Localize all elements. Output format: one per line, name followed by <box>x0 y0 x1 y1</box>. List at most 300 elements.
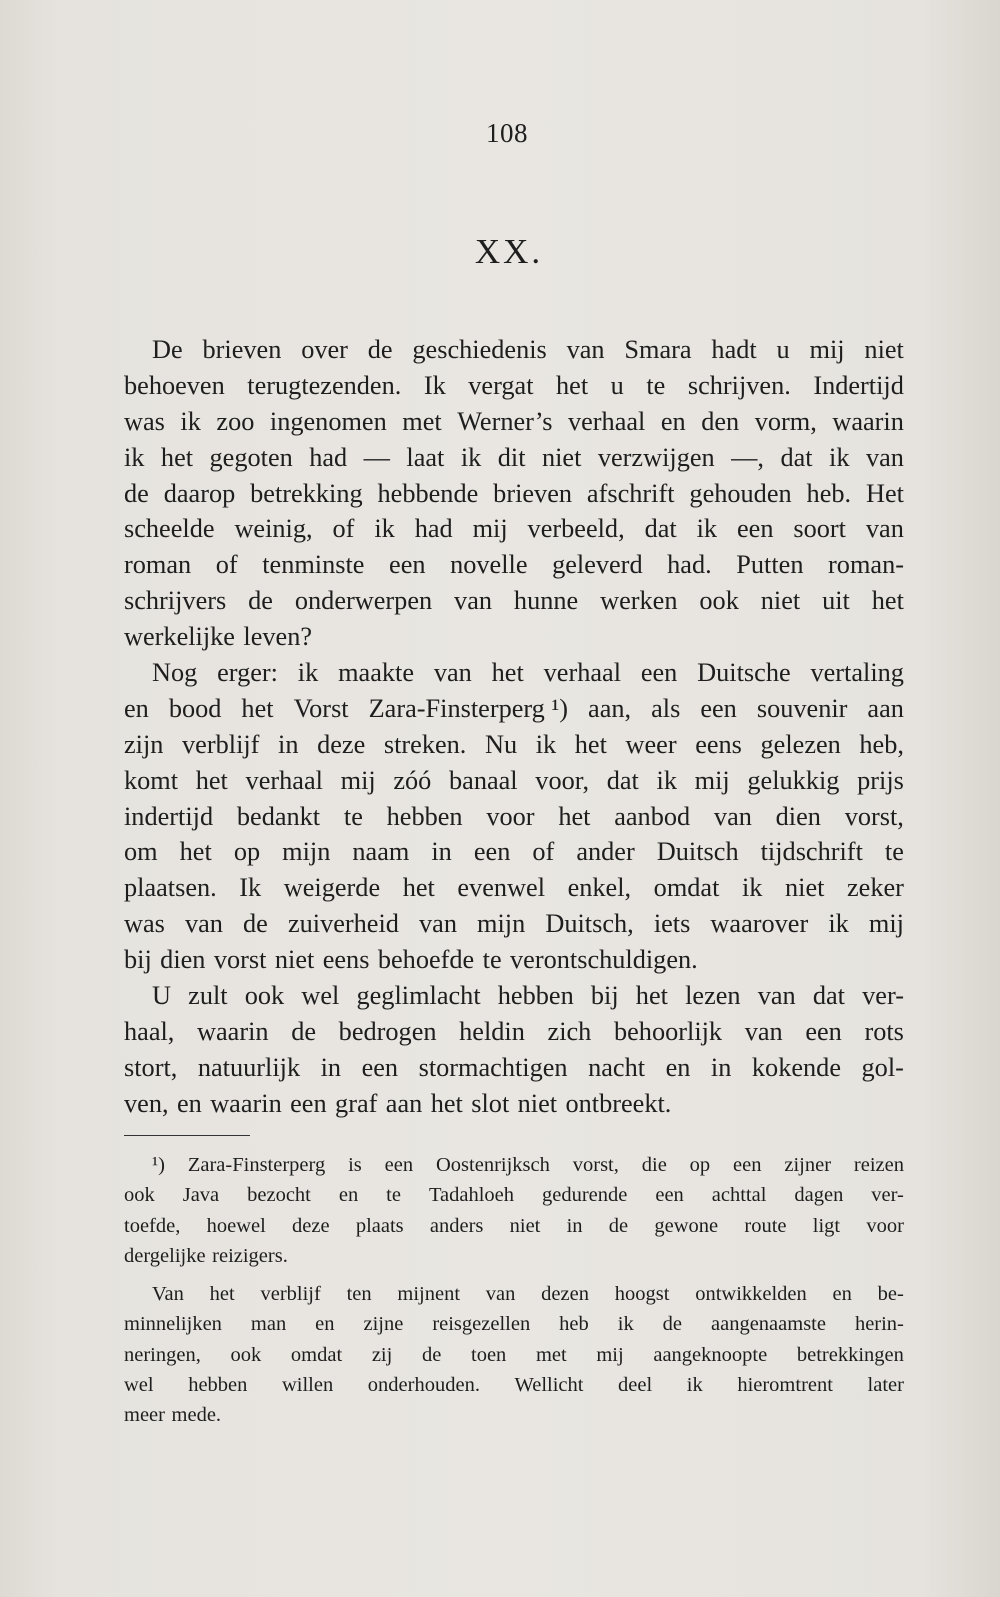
word: ik <box>374 514 395 544</box>
word: stort, <box>124 1052 178 1082</box>
word: mijn <box>282 837 331 867</box>
word: ik <box>656 765 677 795</box>
word: vertaling <box>810 658 904 688</box>
word: een <box>290 1088 327 1118</box>
word: het <box>556 370 589 400</box>
word: heldin <box>459 1016 525 1046</box>
word: erger: <box>217 658 278 688</box>
word: vorm, <box>754 406 817 436</box>
word: —, <box>731 442 764 472</box>
word: zoo <box>216 406 255 436</box>
word: hebben <box>188 1374 248 1397</box>
word: die <box>641 1154 667 1176</box>
word: het <box>871 586 904 616</box>
word: Duitsch <box>656 837 739 867</box>
word: niet <box>274 945 315 975</box>
word: iets <box>653 909 691 939</box>
word: zijne <box>363 1313 404 1336</box>
word: terugtezenden. <box>247 370 402 400</box>
word: neringen, <box>124 1343 201 1366</box>
word: herin- <box>854 1313 904 1336</box>
word: zóó <box>393 765 432 795</box>
word: bezocht <box>247 1184 311 1207</box>
footnote-line <box>124 1150 904 1180</box>
word: later <box>867 1374 904 1397</box>
word: verontschuldigen. <box>510 945 698 975</box>
word: voor, <box>535 765 590 795</box>
word: niet <box>517 1088 558 1118</box>
word: ontbreekt. <box>565 1088 672 1118</box>
word: zich <box>547 1016 592 1046</box>
word: willen <box>281 1374 334 1397</box>
word: naam <box>352 837 410 867</box>
word: en <box>660 406 686 436</box>
word: hebben <box>386 801 463 831</box>
word: scheelde <box>124 514 215 544</box>
word: had. <box>667 550 712 580</box>
word: dat <box>644 514 677 544</box>
word: ven, <box>124 1088 169 1118</box>
word: u <box>610 370 624 400</box>
word: wel <box>124 1374 154 1397</box>
word: natuurlijk <box>197 1052 301 1082</box>
footnote-line <box>124 1211 904 1241</box>
word: een <box>473 837 511 867</box>
word: van <box>865 442 904 472</box>
word: de <box>243 909 268 939</box>
word: bedrogen <box>338 1016 437 1046</box>
word: afschrift <box>586 478 675 508</box>
word: in <box>278 729 299 759</box>
word: ik <box>297 658 319 688</box>
word: roman <box>124 550 192 580</box>
word: had <box>309 442 348 472</box>
word: gol- <box>861 1052 904 1082</box>
word: gelukkig <box>747 765 840 795</box>
word: van <box>713 801 752 831</box>
word: geschiedenis <box>412 335 547 364</box>
word: bij <box>590 981 619 1011</box>
word: aan <box>385 1088 423 1118</box>
word: heb, <box>859 729 904 759</box>
footnotes <box>124 1150 904 1431</box>
text-line <box>124 870 904 906</box>
word: ¹) <box>152 1154 165 1176</box>
word: of <box>332 514 355 544</box>
footnote-line <box>124 1279 904 1309</box>
word: ook <box>124 1184 155 1207</box>
word: toefde, <box>124 1214 181 1237</box>
word: Zara-Finsterperg ¹) <box>368 693 569 723</box>
text-line <box>124 799 904 835</box>
word: man <box>250 1313 287 1336</box>
word: dergelijke <box>124 1244 206 1267</box>
word: Zara-Finsterperg <box>187 1154 326 1176</box>
word: de <box>421 1343 442 1366</box>
word: met <box>402 406 442 436</box>
word: van <box>757 981 796 1011</box>
word: prijs <box>857 765 904 795</box>
word: gewone <box>654 1214 719 1237</box>
word: ik <box>460 442 482 472</box>
word: dien <box>775 801 821 831</box>
word: en <box>338 1184 359 1207</box>
word: met <box>535 1343 567 1366</box>
text-line <box>124 942 904 978</box>
text-line <box>124 583 904 619</box>
text-line <box>124 476 904 512</box>
word: een <box>733 1154 762 1176</box>
word: brieven <box>202 335 282 364</box>
word: schrijvers <box>124 586 227 616</box>
word: reizigers. <box>212 1244 288 1267</box>
word: be- <box>877 1283 904 1306</box>
word: niet <box>541 442 582 472</box>
footnote-line <box>124 1309 904 1339</box>
text-line <box>124 440 904 476</box>
word: mij <box>694 765 730 795</box>
word: verblijf <box>260 1283 321 1306</box>
paragraph-gap <box>124 1271 904 1279</box>
word: minnelijken <box>124 1313 222 1336</box>
word: dat <box>606 765 639 795</box>
word: ik <box>617 1313 634 1336</box>
word: en <box>176 1088 202 1118</box>
word: soort <box>793 514 846 544</box>
word: en <box>832 1283 852 1306</box>
word: het <box>241 693 274 723</box>
word: vorst <box>213 945 267 975</box>
word: het <box>635 981 668 1011</box>
chapter-heading: XX. <box>474 232 544 271</box>
text-line <box>124 763 904 799</box>
word: waarover <box>710 909 809 939</box>
word: en <box>315 1313 335 1336</box>
word: bij <box>124 945 152 975</box>
word: roman- <box>828 550 904 580</box>
word: vergat <box>468 370 534 400</box>
footnote-line <box>124 1370 904 1400</box>
word: dagen <box>794 1184 844 1207</box>
word: achttal <box>711 1184 767 1207</box>
word: een <box>655 1184 684 1207</box>
word: novelle <box>450 550 528 580</box>
text-line <box>124 727 904 763</box>
word: wel <box>301 981 340 1011</box>
word: te <box>646 370 666 400</box>
word: van <box>454 586 493 616</box>
word: een <box>389 550 426 580</box>
word: Java <box>182 1184 220 1207</box>
word: aanbod <box>614 801 691 831</box>
word: dien <box>160 945 206 975</box>
word: — <box>363 442 390 472</box>
word: het <box>574 729 607 759</box>
word: behoefde <box>377 945 475 975</box>
word: aangeknoopte <box>653 1343 768 1366</box>
word: of <box>215 550 238 580</box>
word: ik <box>741 873 763 903</box>
word: hoogst <box>614 1283 670 1306</box>
word: weinig, <box>234 514 313 544</box>
text-line <box>124 834 904 870</box>
word: van <box>865 514 904 544</box>
word: behoeven <box>124 370 225 400</box>
footnote-line <box>124 1180 904 1210</box>
word: een <box>361 1052 399 1082</box>
word: mij <box>596 1343 624 1366</box>
word: verhaal <box>245 765 323 795</box>
footnote-separator <box>124 1135 250 1136</box>
text-line <box>124 404 904 440</box>
word: zijn <box>124 729 164 759</box>
word: de <box>124 478 149 508</box>
word: mij <box>868 909 904 939</box>
word: weer <box>625 729 677 759</box>
word: mij <box>472 514 508 544</box>
word: deel <box>618 1374 653 1397</box>
word: anders <box>429 1214 484 1237</box>
word: hadt <box>711 335 757 364</box>
text-line <box>124 1014 904 1050</box>
word: reisgezellen <box>432 1313 531 1336</box>
word: van <box>433 658 472 688</box>
word: Ik <box>423 370 446 400</box>
word: zuiverheid <box>287 909 399 939</box>
word: onderhouden. <box>367 1374 480 1397</box>
word: deze <box>292 1214 330 1237</box>
word: brieven <box>493 478 573 508</box>
word: mijnent <box>397 1283 461 1306</box>
word: over <box>301 335 348 364</box>
word: te <box>884 837 904 867</box>
word: bedankt <box>236 801 321 831</box>
word: heb <box>559 1313 589 1336</box>
word: verhaal <box>567 406 646 436</box>
word: zijner <box>784 1154 832 1176</box>
word: had <box>414 514 453 544</box>
word: plaats <box>355 1214 404 1237</box>
page-number: 108 <box>486 118 528 148</box>
word: te <box>343 801 363 831</box>
body-text <box>124 332 904 1122</box>
word: bood <box>168 693 222 723</box>
word: het <box>558 801 591 831</box>
word: gegoten <box>209 442 293 472</box>
word: geglimlacht <box>356 981 481 1011</box>
word: zult <box>188 981 228 1011</box>
word: meer <box>124 1404 165 1427</box>
word: een <box>805 1016 842 1046</box>
word: werkelijke <box>124 622 235 652</box>
word: aan <box>867 693 904 723</box>
word: Werner’s <box>457 406 553 436</box>
word: tijdschrift <box>760 837 863 867</box>
footnote-line <box>124 1241 904 1271</box>
word: tenminste <box>262 550 365 580</box>
word: een <box>640 658 678 688</box>
word: komt <box>124 765 179 795</box>
word: aangenaamste <box>711 1313 826 1336</box>
word: Wellicht <box>514 1374 584 1397</box>
text-line <box>124 511 904 547</box>
word: voor <box>866 1214 904 1237</box>
word: verbeeld, <box>527 514 625 544</box>
word: behoorlijk <box>613 1016 723 1046</box>
word: toen <box>471 1343 507 1366</box>
word: betrekking <box>250 478 363 508</box>
word: ver- <box>862 981 904 1011</box>
word: dat <box>812 981 845 1011</box>
word: kokende <box>751 1052 841 1082</box>
word: in <box>710 1052 732 1082</box>
word: eens <box>322 945 370 975</box>
word: om <box>124 837 158 867</box>
word: gelezen <box>760 729 841 759</box>
word: gedurende <box>542 1184 628 1207</box>
word: indertijd <box>124 801 214 831</box>
word: Putten <box>736 550 804 580</box>
word: niet <box>864 335 904 364</box>
word: mij <box>340 765 376 795</box>
word: waarin <box>210 1088 282 1118</box>
word: nacht <box>588 1052 646 1082</box>
word: ook <box>699 586 739 616</box>
text-line <box>124 1086 904 1122</box>
word: ik <box>124 442 145 472</box>
word: van <box>419 909 457 939</box>
word: het <box>430 1088 463 1118</box>
word: ontwikkelden <box>695 1283 807 1306</box>
word: maakte <box>338 658 415 688</box>
word: leven? <box>243 622 313 652</box>
word: en <box>124 693 149 723</box>
word: omdat <box>653 873 720 903</box>
word: ik <box>535 729 557 759</box>
word: ingenomen <box>269 406 387 436</box>
word: Nog <box>152 658 198 688</box>
word: ten <box>346 1283 372 1306</box>
word: dit <box>497 442 526 472</box>
text-line <box>124 906 904 942</box>
word: Nu <box>484 729 518 759</box>
word: Smara <box>624 335 692 364</box>
word: op <box>233 837 261 867</box>
word: niet <box>785 873 825 903</box>
word: vorst, <box>572 1154 619 1176</box>
word: en <box>665 1052 691 1082</box>
word: stormachtigen <box>418 1052 568 1082</box>
word: schrijven. <box>687 370 791 400</box>
word: was <box>124 909 165 939</box>
word: hebbende <box>377 478 479 508</box>
word: heb. <box>806 478 852 508</box>
word: U <box>152 981 171 1011</box>
word: waarin <box>832 406 904 436</box>
word: de <box>367 335 393 364</box>
word: geleverd <box>552 550 643 580</box>
word: in <box>431 837 452 867</box>
word: graf <box>335 1088 378 1118</box>
word: in <box>320 1052 342 1082</box>
word: niet <box>509 1214 541 1237</box>
word: ander <box>576 837 635 867</box>
text-line <box>124 978 904 1014</box>
word: als <box>651 693 681 723</box>
word: Oostenrijksch <box>436 1154 550 1176</box>
word: was <box>124 406 165 436</box>
footnote-line <box>124 1400 904 1430</box>
word: te <box>386 1184 401 1207</box>
word: verzwijgen <box>597 442 715 472</box>
word: Indertijd <box>813 370 904 400</box>
word: een <box>736 514 774 544</box>
word: van <box>485 1283 516 1306</box>
word: het <box>209 1283 235 1306</box>
word: ook <box>244 981 285 1011</box>
word: de <box>291 1016 317 1046</box>
word: slot <box>471 1088 510 1118</box>
word: weigerde <box>283 873 381 903</box>
word: niet <box>760 586 801 616</box>
word: van <box>744 1016 783 1046</box>
word: een <box>384 1154 414 1176</box>
word: hoewel <box>206 1214 266 1237</box>
word: hunne <box>513 586 579 616</box>
text-line <box>124 1050 904 1086</box>
word: de <box>662 1313 683 1336</box>
word: of <box>532 837 555 867</box>
word: Duitsche <box>697 658 791 688</box>
text-line <box>124 547 904 583</box>
word: daarop <box>163 478 236 508</box>
word: dat <box>780 442 813 472</box>
word: ver- <box>871 1184 904 1207</box>
word: de <box>608 1214 629 1237</box>
word: plaatsen. <box>124 873 217 903</box>
word: ik <box>829 442 850 472</box>
word: waarin <box>197 1016 269 1046</box>
word: van <box>566 335 605 364</box>
word: het <box>160 442 194 472</box>
word: mij <box>809 335 845 364</box>
word: ik <box>180 406 201 436</box>
word: op <box>689 1154 711 1176</box>
word: mijn <box>477 909 526 939</box>
word: lezen <box>685 981 741 1011</box>
word: is <box>348 1154 362 1176</box>
word: souvenir <box>756 693 848 723</box>
word: ik <box>828 909 849 939</box>
word: dezen <box>541 1283 589 1306</box>
word: rots <box>864 1016 904 1046</box>
word: u <box>776 335 790 364</box>
word: ik <box>686 1374 703 1397</box>
word: streken. <box>383 729 467 759</box>
word: het <box>195 765 228 795</box>
word: van <box>184 909 223 939</box>
word: mede. <box>171 1404 222 1427</box>
text-line <box>124 655 904 691</box>
word: enkel, <box>567 873 632 903</box>
word: werken <box>600 586 678 616</box>
word: evenwel <box>457 873 546 903</box>
text-line <box>124 332 904 368</box>
word: het <box>179 837 212 867</box>
word: zij <box>371 1343 393 1366</box>
word: den <box>701 406 740 436</box>
word: gehouden <box>689 478 792 508</box>
